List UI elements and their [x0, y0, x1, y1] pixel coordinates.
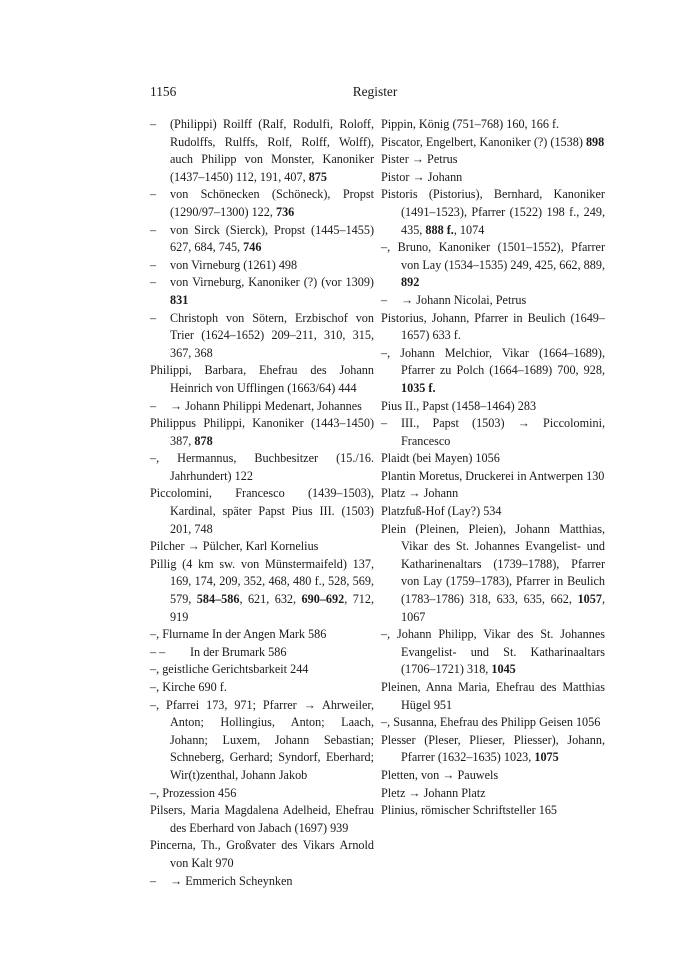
- entry-text-run: Platz → Johann: [381, 486, 459, 501]
- index-entry: [150, 873, 374, 891]
- bold-page-ref: 875: [308, 169, 327, 184]
- entry-text: [381, 468, 605, 486]
- index-entry: [150, 785, 374, 803]
- entry-text-run: Pillig (4 km sw. von Münstermaifeld) 137, 169, 174, 209, 352, 468, 480 f., 528, 569, 579,: [150, 556, 374, 607]
- index-entry: [381, 767, 605, 785]
- bold-page-ref: 878: [194, 433, 213, 448]
- entry-text-run: Christoph von Sötern, Erzbischof von Trier (1624–1652) 209–211, 310, 315, 367, 368: [170, 310, 374, 360]
- index-entry: [150, 837, 374, 872]
- entry-text: [381, 626, 605, 679]
- entry-text: [381, 714, 605, 732]
- page-header: [150, 84, 600, 104]
- entry-text: [381, 503, 605, 521]
- index-entry: [381, 626, 605, 679]
- entry-text: [150, 697, 374, 785]
- index-entry: [150, 644, 374, 662]
- entry-text-run: Plantin Moretus, Druckerei in Antwerpen 130: [381, 468, 605, 483]
- entry-text: [401, 415, 605, 450]
- entry-text: [381, 310, 605, 345]
- index-entry: [381, 116, 605, 134]
- entry-dash: –: [150, 398, 157, 413]
- index-entry: [150, 802, 374, 837]
- bold-page-ref: 1075: [534, 750, 559, 765]
- entry-text: [170, 274, 374, 309]
- entry-text-run: Pistor → Johann: [381, 169, 463, 184]
- index-entry: [381, 732, 605, 767]
- entry-dash: –: [150, 873, 157, 888]
- entry-text-run: Pistorius, Johann, Pfarrer in Beulich (1649–1657) 633 f.: [381, 310, 605, 343]
- index-entry: [150, 222, 374, 257]
- entry-text: [381, 802, 605, 820]
- entry-text-run: Pilcher → Pülcher, Karl Kornelius: [150, 539, 319, 554]
- entry-text: [170, 186, 374, 221]
- index-entry: [381, 310, 605, 345]
- index-column-right: [381, 116, 605, 820]
- index-entry: [150, 398, 374, 416]
- entry-text: [381, 679, 605, 714]
- page-number: 1156: [150, 84, 177, 99]
- entry-text: [381, 116, 605, 134]
- index-entry: [150, 274, 374, 309]
- entry-text: [381, 450, 605, 468]
- index-entry: [150, 626, 374, 644]
- index-entry: [381, 468, 605, 486]
- entry-text: [170, 257, 374, 275]
- entry-text-run: , 1074: [453, 222, 485, 237]
- bold-page-ref: 584–586: [196, 592, 240, 607]
- entry-text-run: Plesser (Pleser, Plieser, Pliesser), Johann, Pfarrer (1632–1635) 1023,: [381, 732, 605, 765]
- entry-text-run: Piccolomini, Francesco (1439–1503), Kardinal, später Papst Pius III. (1503) 201, 748: [150, 486, 374, 536]
- index-entry: [150, 679, 374, 697]
- entry-text-run: –, Susanna, Ehefrau des Philipp Geisen 1056: [381, 715, 601, 730]
- entry-text: [381, 398, 605, 416]
- index-entry: [381, 503, 605, 521]
- entry-text-run: –, Pfarrei 173, 971; Pfarrer → Ahrweiler, Anton; Hollingius, Anton; Laach, Johann; Luxem, Johann Sebastian; Schneberg, Gerhard; Syndorf, Eberhard; Wir(t)zenthal, Johann Jakob: [150, 697, 374, 782]
- index-entry: [150, 310, 374, 363]
- entry-text-run: (Philippi) Roilff (Ralf, Rodulfi, Roloff, Rudolffs, Rulffs, Rolf, Rolff, Wolff), auch Philipp von Monster, Kanoniker (1437–1450) 112, 191, 407,: [170, 117, 374, 184]
- entry-text: [150, 785, 374, 803]
- entry-text-run: , 1067: [401, 592, 605, 624]
- entry-dash: –: [381, 416, 388, 431]
- entry-dash: –: [150, 310, 157, 325]
- index-entry: [381, 186, 605, 239]
- index-column-left: [150, 116, 374, 890]
- entry-text-run: Philippi, Barbara, Ehefrau des Johann Heinrich von Ufflingen (1663/64) 444: [150, 363, 374, 395]
- entry-text-run: Pletten, von → Pauwels: [381, 767, 499, 782]
- entry-text: [381, 169, 605, 187]
- entry-text-run: –, Hermannus, Buchbesitzer (15./16. Jahrhundert) 122: [150, 451, 374, 483]
- entry-text: [170, 398, 374, 416]
- index-entry: [381, 345, 605, 398]
- entry-text: [170, 222, 374, 257]
- entry-text: [381, 785, 605, 803]
- index-entry: [381, 714, 605, 732]
- entry-text: [150, 802, 374, 837]
- entry-text-run: von Virneburg, Kanoniker (?) (vor 1309): [170, 275, 374, 290]
- index-entry: [381, 521, 605, 627]
- entry-text-run: Plaidt (bei Mayen) 1056: [381, 451, 500, 466]
- entry-text-run: Plein (Pleinen, Pleien), Johann Matthias, Vikar des St. Johannes Evangelist- und Katharinenaltars (1739–1788), Pfarrer von Lay (1759–1783), Pfarrer in Beulich (1783–1786) 318, 633, 635, 662,: [381, 521, 605, 607]
- bold-page-ref: 690–692: [301, 592, 345, 607]
- index-entry: [150, 450, 374, 485]
- bold-page-ref: 831: [170, 292, 189, 307]
- index-entry: [381, 151, 605, 169]
- entry-text: [381, 151, 605, 169]
- entry-text: [150, 837, 374, 872]
- entry-text-run: Pius II., Papst (1458–1464) 283: [381, 398, 537, 413]
- entry-text-run: , 712, 919: [170, 592, 375, 624]
- bold-page-ref: 1045: [491, 662, 516, 677]
- entry-text: [381, 134, 605, 152]
- entry-text: [190, 644, 374, 662]
- entry-text: [150, 661, 374, 679]
- index-entry: [150, 415, 374, 450]
- entry-text-run: III., Papst (1503) → Piccolomini, Francesco: [401, 416, 605, 448]
- entry-text-run: von Sirck (Sierck), Propst (1445–1455) 627, 684, 745,: [170, 222, 374, 255]
- entry-text-run: Pister → Petrus: [381, 152, 458, 167]
- bold-page-ref: 736: [275, 204, 295, 219]
- entry-text: [381, 345, 605, 398]
- entry-text: [150, 626, 374, 644]
- entry-text-run: Pincerna, Th., Großvater des Vikars Arnold von Kalt 970: [150, 838, 374, 870]
- entry-dash: –: [381, 292, 388, 307]
- bold-page-ref: 746: [243, 240, 262, 255]
- entry-text-run: Pleinen, Anna Maria, Ehefrau des Matthias Hügel 951: [381, 680, 605, 712]
- bold-page-ref: 892: [401, 275, 420, 290]
- entry-text: [150, 450, 374, 485]
- entry-text: [381, 732, 605, 767]
- entry-text: [381, 239, 605, 292]
- index-entry: [381, 169, 605, 187]
- index-entry: [150, 186, 374, 221]
- index-entry: [381, 134, 605, 152]
- bold-page-ref: 888 f.: [425, 222, 454, 237]
- entry-text: [170, 873, 374, 891]
- index-entry: [381, 679, 605, 714]
- entry-text-run: –, Bruno, Kanoniker (1501–1552), Pfarrer von Lay (1534–1535) 249, 425, 662, 889,: [381, 240, 605, 272]
- index-entry: [150, 697, 374, 785]
- entry-text-run: → Johann Philippi Medenart, Johannes: [170, 398, 362, 413]
- entry-text-run: Platzfuß-Hof (Lay?) 534: [381, 504, 502, 519]
- entry-dash: –: [150, 275, 157, 290]
- entry-dash: –: [150, 117, 157, 131]
- entry-text-run: Pippin, König (751–768) 160, 166 f.: [381, 117, 560, 131]
- entry-text-run: –, Johann Philipp, Vikar des St. Johannes Evangelist- und St. Katharinaaltars (1706–1721) 318,: [381, 627, 605, 677]
- entry-text: [150, 485, 374, 538]
- entry-text-run: Pistoris (Pistorius), Bernhard, Kanoniker (1491–1523), Pfarrer (1522) 198 f., 249, 435,: [381, 187, 605, 237]
- entry-text: [401, 292, 605, 310]
- entry-text-run: –, geistliche Gerichtsbarkeit 244: [150, 662, 309, 677]
- entry-text-run: Plinius, römischer Schriftsteller 165: [381, 803, 558, 818]
- index-entry: [150, 485, 374, 538]
- entry-text-run: –, Flurname In der Angen Mark 586: [150, 627, 327, 642]
- entry-text: [150, 415, 374, 450]
- index-entry: [381, 450, 605, 468]
- index-entry: [381, 415, 605, 450]
- index-entry: [381, 485, 605, 503]
- entry-text-run: –, Prozession 456: [150, 785, 237, 800]
- entry-text: [381, 186, 605, 239]
- entry-text: [150, 679, 374, 697]
- entry-text-run: –, Johann Melchior, Vikar (1664–1689), Pfarrer zu Polch (1664–1689) 700, 928,: [381, 345, 605, 378]
- entry-text-run: → Emmerich Scheynken: [170, 873, 293, 888]
- index-entry: [381, 398, 605, 416]
- index-entry: [381, 292, 605, 310]
- index-entry: [150, 116, 374, 186]
- entry-dash: –: [150, 222, 157, 237]
- entry-text-run: Pilsers, Maria Magdalena Adelheid, Ehefrau des Eberhard von Jabach (1697) 939: [150, 803, 374, 835]
- entry-text: [150, 556, 374, 626]
- entry-text-run: Piscator, Engelbert, Kanoniker (?) (1538): [381, 134, 586, 149]
- entry-text: [150, 538, 374, 556]
- index-entry: [150, 661, 374, 679]
- index-entry: [381, 802, 605, 820]
- index-entry: [381, 785, 605, 803]
- entry-text-run: –, Kirche 690 f.: [150, 680, 227, 694]
- entry-text-run: Pletz → Johann Platz: [381, 785, 486, 800]
- index-entry: [150, 556, 374, 626]
- bold-page-ref: 898: [585, 134, 605, 149]
- entry-text-run: In der Brumark 586: [190, 644, 287, 659]
- entry-text-run: Philippus Philippi, Kanoniker (1443–1450) 387,: [150, 416, 374, 448]
- entry-text: [381, 767, 605, 785]
- bold-page-ref: 1057: [577, 592, 602, 607]
- entry-text-run: von Schönecken (Schöneck), Propst (1290/97–1300) 122,: [170, 187, 374, 219]
- entry-text: [170, 116, 374, 186]
- entry-text: [150, 362, 374, 397]
- entry-dash: –: [150, 187, 157, 202]
- running-title: Register: [352, 84, 398, 99]
- entry-text-run: → Johann Nicolai, Petrus: [401, 292, 527, 307]
- entry-dash: –: [150, 257, 157, 272]
- entry-text-run: von Virneburg (1261) 498: [170, 257, 298, 272]
- entry-text: [170, 310, 374, 363]
- index-entry: [150, 257, 374, 275]
- entry-dash: – –: [150, 644, 166, 659]
- entry-text-run: , 621, 632,: [239, 592, 302, 607]
- index-entry: [150, 538, 374, 556]
- index-entry: [150, 362, 374, 397]
- index-entry: [381, 239, 605, 292]
- entry-text: [381, 485, 605, 503]
- entry-text: [381, 521, 605, 627]
- bold-page-ref: 1035 f.: [401, 380, 436, 395]
